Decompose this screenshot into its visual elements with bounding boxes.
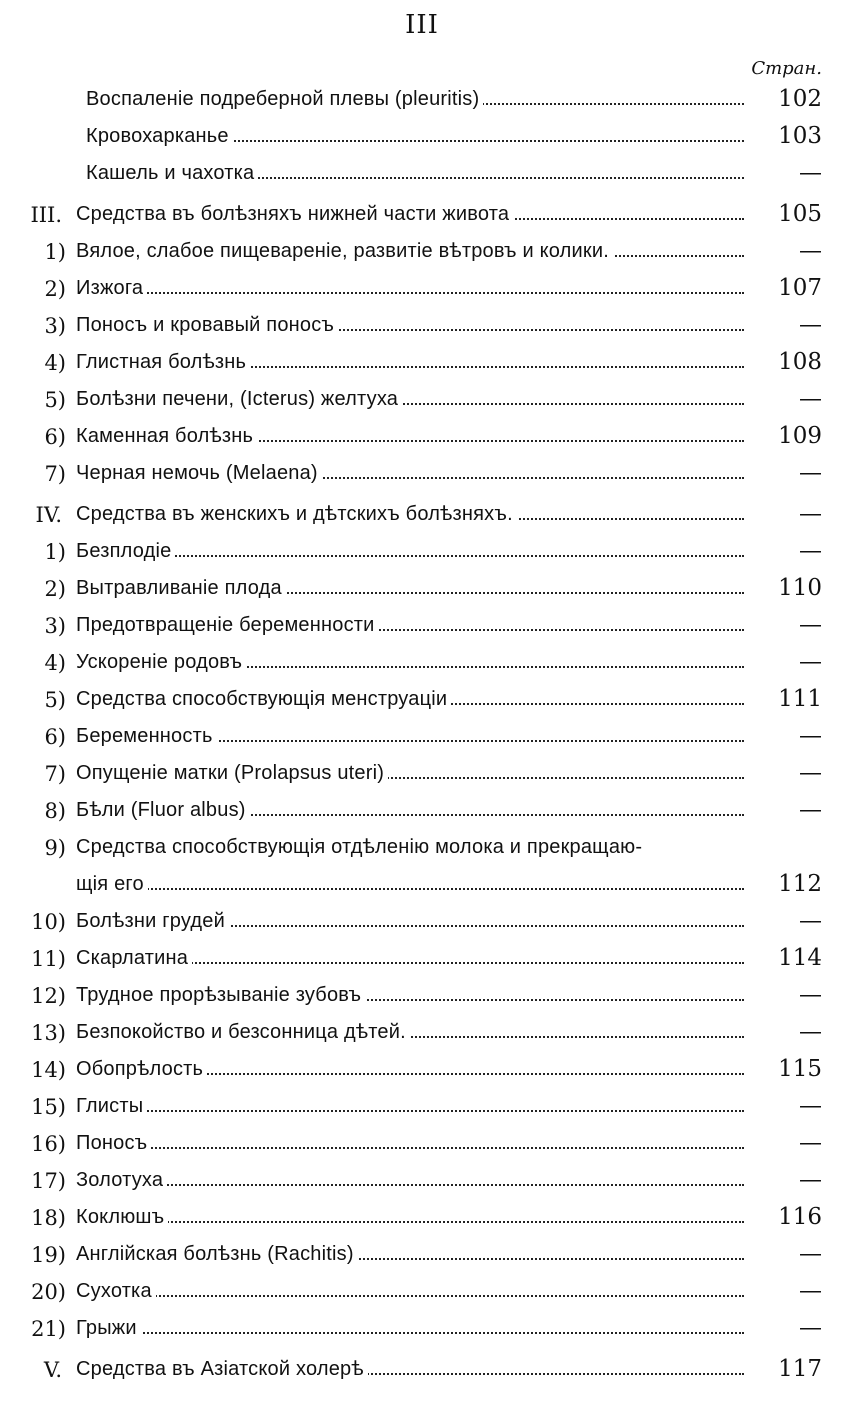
toc-entry-page: — — [799, 1315, 822, 1341]
toc-entry-title — [76, 577, 744, 600]
toc-entry-text: Средства въ женскихъ и дѣтскихъ болѣзняхъ. — [76, 503, 517, 525]
toc-entry-text: Обопрѣлость — [76, 1058, 207, 1080]
toc-entry — [0, 121, 844, 158]
dot-leader — [76, 1184, 744, 1186]
toc-entry-number: 8) — [44, 799, 66, 823]
toc-entry-number: 11) — [31, 947, 66, 971]
toc-entry-page: — — [799, 1130, 822, 1156]
toc-entry-number: 13) — [31, 1021, 66, 1045]
toc-entry-title — [76, 688, 744, 711]
toc-entry-title — [76, 1132, 744, 1155]
toc-entry-text: Болѣзни грудей — [76, 910, 229, 932]
toc-entry-title — [76, 1243, 744, 1266]
toc-entry-text: Средства способствующія менструаціи — [76, 688, 451, 710]
toc-entry-page: 105 — [778, 201, 822, 227]
toc-entry — [0, 310, 844, 347]
toc-entry — [0, 1202, 844, 1239]
toc-entry-page: 108 — [778, 349, 822, 375]
toc-entry-page: — — [799, 723, 822, 749]
toc-entry-page: — — [799, 501, 822, 527]
toc-entry-number: 3) — [44, 314, 66, 338]
toc-entry-text: Средства въ Азіатской холерѣ — [76, 1358, 368, 1380]
toc-entry-title — [76, 1095, 744, 1118]
toc-entry-title — [76, 240, 744, 263]
toc-entry-text: Скарлатина — [76, 947, 192, 969]
toc-entry-number: 1) — [44, 240, 66, 264]
toc-entry — [0, 236, 844, 273]
toc-entry-page: 109 — [778, 423, 822, 449]
dot-leader — [76, 1221, 744, 1223]
toc-entry-number: 6) — [44, 725, 66, 749]
toc-entry-text: Предотвращеніе беременности — [76, 614, 379, 636]
toc-entry — [0, 721, 844, 758]
toc-entry-text: Англійская болѣзнь (Rachitis) — [76, 1243, 358, 1265]
toc-entry-text: Изжога — [76, 277, 147, 299]
toc-entry — [0, 980, 844, 1017]
toc-entry-title — [76, 1317, 744, 1340]
toc-entry-page: — — [799, 1167, 822, 1193]
toc-entry-title — [76, 947, 744, 970]
toc-entry-page: — — [799, 760, 822, 786]
toc-entry-number: 2) — [44, 277, 66, 301]
toc-entry-text: Средства въ болѣзняхъ нижней части живота — [76, 203, 513, 225]
dot-leader — [76, 1332, 744, 1334]
toc-entry-text: Средства способствующія отдѣленію молока и прекращаю- — [76, 836, 646, 858]
toc-entry-number: 5) — [44, 688, 66, 712]
toc-entry-number: 10) — [31, 910, 66, 934]
toc-entry-number: 4) — [44, 651, 66, 675]
toc-entry — [0, 273, 844, 310]
toc-entry-title — [76, 425, 744, 448]
toc-entry-number: IV. — [35, 503, 62, 527]
toc-entry-number: 7) — [44, 762, 66, 786]
toc-entry-title — [76, 1058, 744, 1081]
toc-entry — [0, 684, 844, 721]
toc-entry-text: Сухотка — [76, 1280, 156, 1302]
toc-entry-text: щія его — [76, 873, 148, 895]
toc-entry — [0, 1165, 844, 1202]
toc-entry-number: 3) — [44, 614, 66, 638]
toc-entry-title — [76, 203, 744, 226]
toc-entry — [0, 1054, 844, 1091]
toc-entry — [0, 1313, 844, 1350]
toc-entry-text: Трудное прорѣзываніе зубовъ — [76, 984, 365, 1006]
toc-entry-page: — — [799, 1278, 822, 1304]
toc-entry-page: 114 — [778, 945, 822, 971]
toc-entry-text: Золотуха — [76, 1169, 167, 1191]
toc-entry-number: V. — [43, 1358, 62, 1382]
toc-entry-number: 1) — [44, 540, 66, 564]
toc-entry-page: — — [799, 612, 822, 638]
toc-entry-title — [76, 277, 744, 300]
toc-entry-title — [76, 388, 744, 411]
toc-entry — [0, 869, 844, 906]
toc-entry-text: Безплодіе — [76, 540, 175, 562]
toc-entry-page: — — [799, 386, 822, 412]
toc-entry — [0, 499, 844, 536]
toc-entry-number: 5) — [44, 388, 66, 412]
toc-entry-page: — — [799, 982, 822, 1008]
toc-entry-page: — — [799, 538, 822, 564]
toc-entry-text: Грыжи — [76, 1317, 141, 1339]
toc-entry-number: 20) — [31, 1280, 66, 1304]
toc-entry-title — [76, 314, 744, 337]
toc-entry-title — [76, 1021, 744, 1044]
toc-entry-text: Глисты — [76, 1095, 147, 1117]
toc-entry-page: — — [799, 1019, 822, 1045]
toc-entry-title — [76, 873, 744, 896]
toc-entry-title — [86, 162, 744, 185]
toc-entry-page: 117 — [778, 1356, 822, 1382]
toc-entry — [0, 84, 844, 121]
toc-entry — [0, 158, 844, 195]
toc-entry-page: 102 — [778, 86, 822, 112]
dot-leader — [76, 888, 744, 890]
toc-entry-title — [76, 503, 744, 526]
toc-entry — [0, 573, 844, 610]
toc-entry-number: 16) — [31, 1132, 66, 1156]
toc-entry — [0, 832, 844, 869]
dot-leader — [76, 555, 744, 557]
toc-entry-text: Бѣли (Fluor albus) — [76, 799, 250, 821]
toc-entry-page: — — [799, 1093, 822, 1119]
toc-entry-page: — — [799, 460, 822, 486]
toc-entry-title — [76, 462, 744, 485]
toc-entry-text: Каменная болѣзнь — [76, 425, 257, 447]
toc-entry-text: Ускореніе родовъ — [76, 651, 246, 673]
toc-entry-number: 12) — [31, 984, 66, 1008]
toc-entry-number: 15) — [31, 1095, 66, 1119]
toc-entry-page: 116 — [778, 1204, 822, 1230]
toc-entry-text: Безпокойство и безсонница дѣтей. — [76, 1021, 410, 1043]
toc-entry-page: 103 — [778, 123, 822, 149]
toc-entry-text: Поносъ и кровавый поносъ — [76, 314, 338, 336]
toc-entry-text: Черная немочь (Melaena) — [76, 462, 322, 484]
toc-entry-number: III. — [30, 203, 62, 227]
dot-leader — [76, 1110, 744, 1112]
toc-entry-text: Кашель и чахотка — [86, 162, 258, 184]
toc-entry — [0, 421, 844, 458]
toc-entry-number: 17) — [31, 1169, 66, 1193]
toc-entry-page: 115 — [778, 1056, 822, 1082]
toc-entry-page: 112 — [778, 871, 822, 897]
toc-entry — [0, 795, 844, 832]
toc-entry-number: 6) — [44, 425, 66, 449]
toc-entry-page: — — [799, 649, 822, 675]
toc-entry — [0, 943, 844, 980]
toc-entry — [0, 458, 844, 495]
table-of-contents — [0, 84, 844, 1391]
toc-entry-title — [76, 725, 744, 748]
toc-entry-text: Коклюшъ — [76, 1206, 168, 1228]
toc-entry-title — [86, 88, 744, 111]
toc-entry — [0, 199, 844, 236]
toc-entry-title — [76, 614, 744, 637]
toc-entry — [0, 1017, 844, 1054]
toc-entry-page: — — [799, 797, 822, 823]
page-column-header: Стран. — [751, 58, 822, 79]
toc-entry — [0, 758, 844, 795]
toc-entry-title — [76, 984, 744, 1007]
toc-entry-page: 107 — [778, 275, 822, 301]
toc-entry — [0, 1276, 844, 1313]
toc-entry-text: Глистная болѣзнь — [76, 351, 250, 373]
dot-leader — [76, 292, 744, 294]
toc-entry-page: — — [799, 160, 822, 186]
toc-entry-number: 9) — [44, 836, 66, 860]
toc-entry — [0, 1128, 844, 1165]
toc-entry — [0, 647, 844, 684]
toc-entry — [0, 384, 844, 421]
toc-entry-title — [76, 651, 744, 674]
toc-entry-number: 19) — [31, 1243, 66, 1267]
toc-entry-title — [76, 1206, 744, 1229]
toc-entry-page: 111 — [778, 686, 822, 712]
toc-entry — [0, 347, 844, 384]
toc-entry — [0, 906, 844, 943]
toc-entry-number: 18) — [31, 1206, 66, 1230]
toc-entry-title — [76, 1169, 744, 1192]
toc-entry-text: Болѣзни печени, (Icterus) желтуха — [76, 388, 402, 410]
toc-entry-title — [76, 1280, 744, 1303]
toc-entry-page: — — [799, 908, 822, 934]
toc-entry-title — [76, 910, 744, 933]
toc-entry — [0, 536, 844, 573]
toc-entry-title — [76, 836, 814, 859]
toc-entry-title — [76, 799, 744, 822]
toc-entry-number: 2) — [44, 577, 66, 601]
toc-entry-text: Вялое, слабое пищевареніе, развитіе вѣтровъ и колики. — [76, 240, 613, 262]
toc-entry-number: 4) — [44, 351, 66, 375]
toc-entry — [0, 1239, 844, 1276]
toc-entry-number: 14) — [31, 1058, 66, 1082]
toc-entry — [0, 610, 844, 647]
toc-entry-text: Вытравливаніе плода — [76, 577, 286, 599]
toc-entry-title — [76, 540, 744, 563]
toc-entry-number: 7) — [44, 462, 66, 486]
toc-entry-text: Кровохарканье — [86, 125, 233, 147]
dot-leader — [76, 1295, 744, 1297]
page-number: III — [405, 10, 439, 40]
toc-entry-number: 21) — [31, 1317, 66, 1341]
toc-entry-text: Воспаленіе подреберной плевы (pleuritis) — [86, 88, 483, 110]
toc-entry-text: Беременность — [76, 725, 217, 747]
toc-entry-page: — — [799, 238, 822, 264]
toc-entry — [0, 1091, 844, 1128]
toc-entry-title — [76, 1358, 744, 1381]
toc-entry — [0, 1354, 844, 1391]
toc-entry-page: — — [799, 1241, 822, 1267]
toc-entry-text: Опущеніе матки (Prolapsus uteri) — [76, 762, 388, 784]
toc-entry-page: — — [799, 312, 822, 338]
toc-entry-title — [76, 762, 744, 785]
toc-entry-title — [86, 125, 744, 148]
toc-entry-title — [76, 351, 744, 374]
toc-entry-page: 110 — [778, 575, 822, 601]
dot-leader — [76, 1147, 744, 1149]
toc-entry-text: Поносъ — [76, 1132, 151, 1154]
